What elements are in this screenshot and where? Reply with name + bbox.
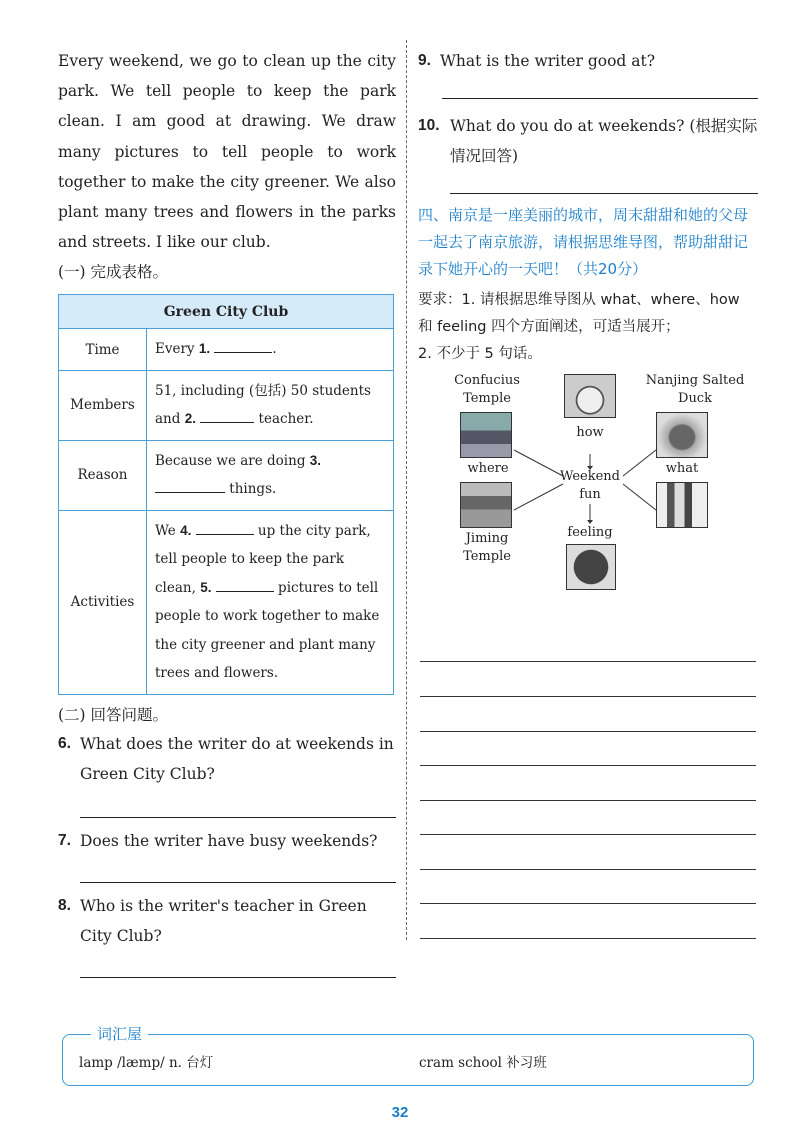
vocabulary-title: 词汇屋 bbox=[91, 1023, 148, 1044]
place-jiming-temple: Jiming Temple bbox=[463, 531, 511, 564]
table-row bbox=[59, 370, 394, 440]
family-picture-icon bbox=[656, 482, 708, 528]
vocabulary-box bbox=[62, 1025, 754, 1086]
writing-line[interactable] bbox=[420, 731, 756, 732]
requirement-line-1: 要求：1. 请根据思维导图从 what、where、how 和 feeling 四个方面阐述，可适当展开； bbox=[418, 292, 740, 335]
blank-2[interactable] bbox=[200, 407, 254, 423]
vocab-item-cram-school: cram school 补习班 bbox=[419, 1055, 547, 1071]
green-city-club-table bbox=[58, 294, 394, 695]
row-label-reason: Reason bbox=[59, 440, 147, 510]
table-row bbox=[59, 510, 394, 694]
reading-passage: Every weekend, we go to clean up the city park. We tell people to keep the park clean. I am good at drawing. We draw many pictures to tell people to work together to make the city greener. We also plant many trees and flowers in the parks and streets. I like our club. bbox=[58, 52, 396, 252]
question-7: 7. Does the writer have busy weekends? bbox=[58, 831, 378, 850]
writing-line[interactable] bbox=[420, 834, 756, 835]
label-what: what bbox=[665, 461, 699, 476]
row-label-members: Members bbox=[59, 370, 147, 440]
part2-label: (二) 回答问题。 bbox=[58, 705, 169, 724]
row-cell-time: Every 1. . bbox=[147, 329, 394, 371]
table-row bbox=[59, 329, 394, 371]
question-8: 8. Who is the writer's teacher in Green City Club? bbox=[58, 896, 367, 945]
car-picture-icon bbox=[564, 374, 616, 418]
blank-1[interactable] bbox=[214, 337, 272, 353]
place-confucius-temple: Confucius Temple bbox=[454, 373, 520, 406]
table-title: Green City Club bbox=[59, 295, 394, 329]
writing-line[interactable] bbox=[420, 696, 756, 697]
label-feeling: feeling bbox=[567, 525, 613, 540]
table-row bbox=[59, 440, 394, 510]
vocab-item-lamp: lamp /læmp/ n. 台灯 bbox=[79, 1055, 214, 1071]
mind-map bbox=[418, 372, 758, 600]
answer-line-9[interactable] bbox=[442, 98, 758, 99]
food-nanjing-salted-duck: Nanjing Salted Duck bbox=[645, 373, 745, 406]
part1-label: (一) 完成表格。 bbox=[58, 263, 169, 282]
writing-line[interactable] bbox=[420, 938, 756, 939]
row-label-activities: Activities bbox=[59, 510, 147, 694]
smiley-face-icon bbox=[566, 544, 616, 590]
question-10: 10. What do you do at weekends? (根据实际情况回答) bbox=[418, 117, 758, 165]
question-9: 9. What is the writer good at? bbox=[418, 52, 656, 70]
writing-line[interactable] bbox=[420, 800, 756, 801]
column-divider bbox=[406, 40, 407, 940]
temple-picture-icon bbox=[460, 412, 512, 458]
task-four-instruction: 四、南京是一座美丽的城市，周末甜甜和她的父母一起去了南京旅游，请根据思维导图，帮助甜甜记录下她开心的一天吧！（共20分） bbox=[418, 206, 749, 278]
label-where: where bbox=[467, 461, 509, 476]
left-column bbox=[58, 46, 396, 978]
requirement-line-2: 2. 不少于 5 句话。 bbox=[418, 346, 542, 362]
answer-line-7[interactable] bbox=[80, 882, 396, 883]
writing-line[interactable] bbox=[420, 869, 756, 870]
writing-line[interactable] bbox=[420, 903, 756, 904]
jiming-temple-picture-icon bbox=[460, 482, 512, 528]
question-6: 6. What does the writer do at weekends in Green City Club? bbox=[58, 734, 394, 783]
blank-5[interactable] bbox=[216, 576, 274, 592]
answer-line-10[interactable] bbox=[450, 193, 758, 194]
blank-4[interactable] bbox=[196, 519, 254, 535]
mind-map-center: Weekend fun bbox=[560, 469, 620, 502]
row-cell-reason: Because we are doing 3. things. bbox=[147, 440, 394, 510]
label-how: how bbox=[576, 425, 604, 440]
right-column bbox=[418, 46, 758, 600]
row-cell-members: 51, including (包括) 50 students and 2. teacher. bbox=[147, 370, 394, 440]
answer-line-8[interactable] bbox=[80, 977, 396, 978]
writing-line[interactable] bbox=[420, 661, 756, 662]
page-number: 32 bbox=[391, 1104, 409, 1121]
answer-line-6[interactable] bbox=[80, 817, 396, 818]
blank-3[interactable] bbox=[155, 477, 225, 493]
row-cell-activities: We 4. up the city park, tell people to keep the park clean, 5. pictures to tell people to work together to make the city greener and plant many trees and flowers. bbox=[147, 510, 394, 694]
writing-line[interactable] bbox=[420, 765, 756, 766]
row-label-time: Time bbox=[59, 329, 147, 371]
duck-picture-icon bbox=[656, 412, 708, 458]
